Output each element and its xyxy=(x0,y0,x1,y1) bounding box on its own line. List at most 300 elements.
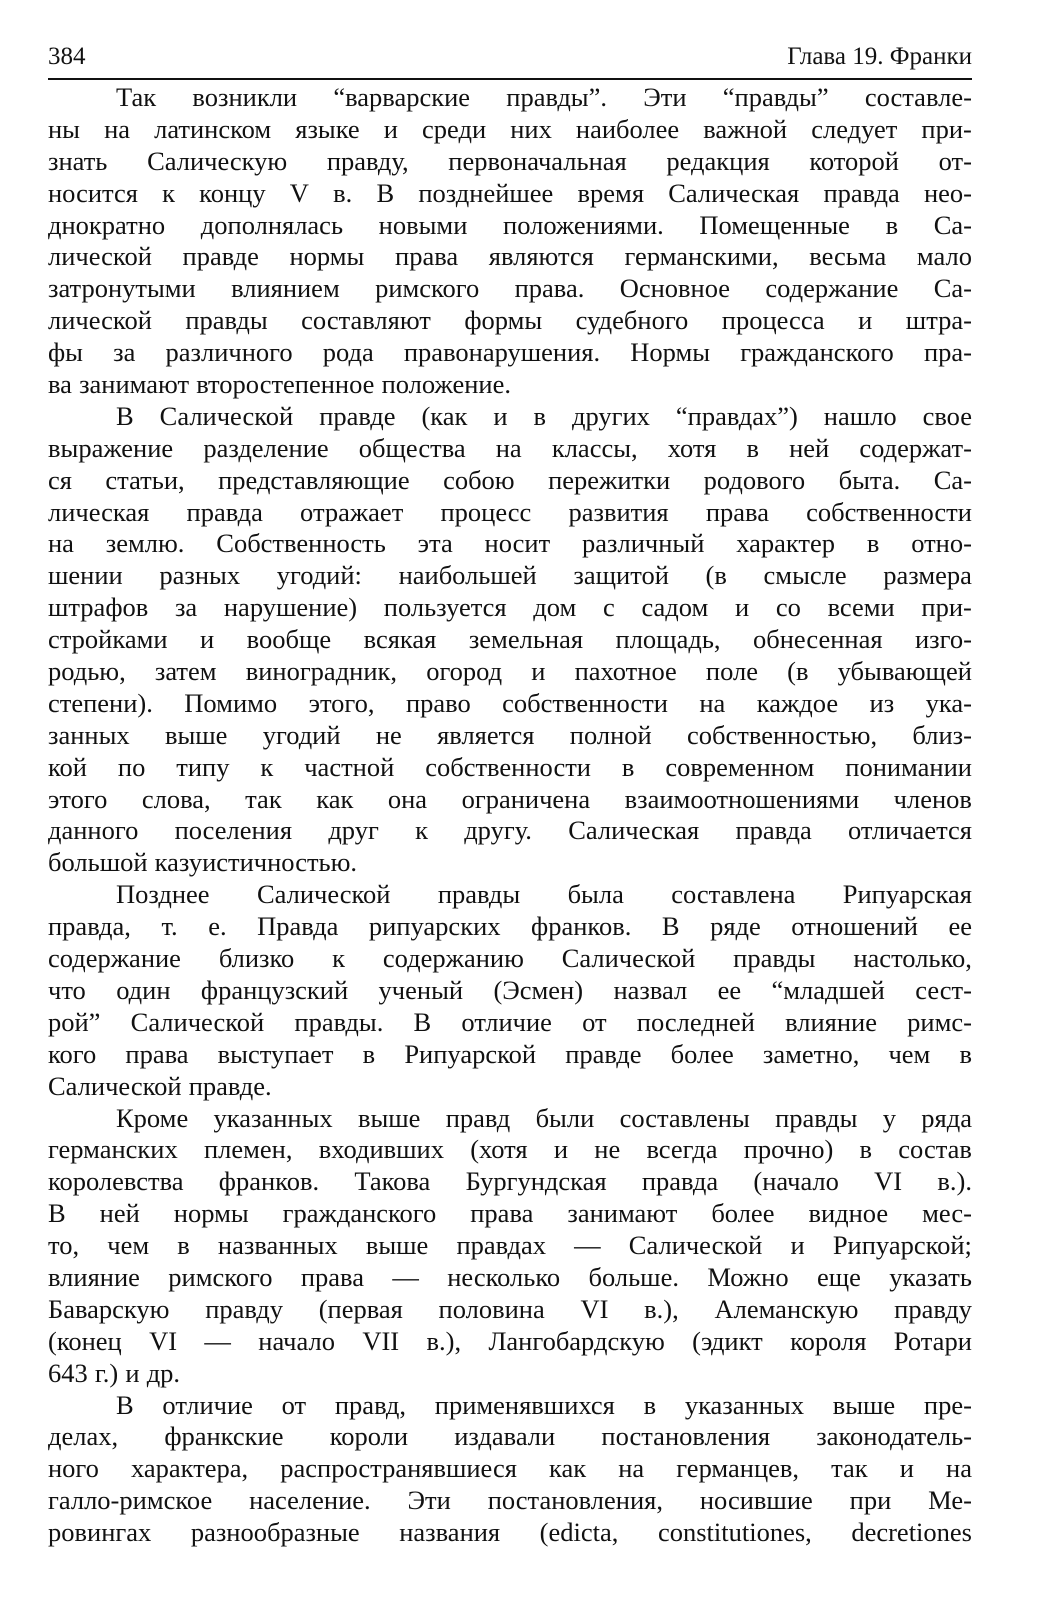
word: среди xyxy=(422,113,487,144)
word: короли xyxy=(329,1421,409,1452)
word: угодий: xyxy=(276,560,362,591)
word: правд xyxy=(445,1102,511,1133)
word: Ме- xyxy=(928,1485,972,1516)
word: видное xyxy=(808,1198,889,1229)
word: разнообразные xyxy=(190,1517,360,1548)
word: судебного xyxy=(575,305,689,336)
text-line xyxy=(48,146,972,178)
word: дом xyxy=(533,592,577,623)
word: правд, xyxy=(334,1389,407,1420)
word: в. xyxy=(333,177,353,208)
word: Позднее xyxy=(116,879,210,910)
word: к xyxy=(260,751,274,782)
word: выше xyxy=(357,1102,421,1133)
word: составлена xyxy=(671,879,796,910)
word: отличается xyxy=(848,815,972,846)
word: входивших xyxy=(318,1134,444,1165)
word: постановления xyxy=(601,1421,771,1452)
text-line xyxy=(48,1007,972,1039)
word: со xyxy=(775,592,801,623)
word: как xyxy=(316,783,354,814)
text-line xyxy=(48,1390,972,1422)
text-line xyxy=(48,114,972,146)
word: constitutiones, xyxy=(657,1517,812,1548)
text-line xyxy=(48,943,972,975)
word: т. xyxy=(161,911,178,942)
word: в xyxy=(859,1134,873,1165)
word: пережитки xyxy=(548,464,671,495)
word: так xyxy=(831,1453,868,1484)
word: знать xyxy=(48,145,108,176)
text-line xyxy=(48,1421,972,1453)
word: ученый xyxy=(378,974,464,1005)
word: Эти xyxy=(407,1485,451,1516)
word: Са- xyxy=(933,464,972,495)
word: типу xyxy=(176,751,230,782)
word: носит xyxy=(484,528,551,559)
word: Нормы xyxy=(630,337,711,368)
word: Салической xyxy=(561,943,696,974)
word: процесса xyxy=(721,305,825,336)
page-number: 384 xyxy=(48,43,86,70)
word: ряда xyxy=(921,1102,972,1133)
word: в xyxy=(746,432,759,463)
text-line xyxy=(48,1071,972,1103)
word: важной xyxy=(703,113,788,144)
word: франков. xyxy=(531,911,632,942)
word: ее xyxy=(717,974,742,1005)
word: лической xyxy=(48,241,152,272)
text-line xyxy=(48,1134,972,1166)
word: (в xyxy=(787,656,809,687)
text-line xyxy=(48,1230,972,1262)
word: VI xyxy=(580,1293,609,1324)
word: рой” xyxy=(48,1006,101,1037)
word: в xyxy=(533,400,547,431)
word: мало xyxy=(916,241,972,272)
word: площадь, xyxy=(615,624,721,655)
text-line xyxy=(48,752,972,784)
word: родью, xyxy=(48,656,126,687)
word: королевства xyxy=(48,1166,184,1197)
word: пахотное xyxy=(574,656,677,687)
word: содержание xyxy=(765,273,899,304)
word: и xyxy=(790,1230,805,1261)
word: указанных xyxy=(213,1102,333,1133)
word: В xyxy=(116,400,134,431)
word: за xyxy=(174,592,198,623)
word: франков. xyxy=(218,1166,320,1197)
word: (в xyxy=(705,560,727,591)
word: большой xyxy=(48,847,148,878)
word: гражданского xyxy=(282,1198,437,1229)
word: полной xyxy=(569,719,652,750)
word: указать xyxy=(889,1261,972,1292)
word: на xyxy=(495,432,522,463)
word: штра- xyxy=(905,305,972,336)
word: к xyxy=(415,815,428,846)
word: и xyxy=(200,624,215,655)
word: лическая xyxy=(48,496,150,527)
word: следует xyxy=(811,113,898,144)
word: обнесенная xyxy=(753,624,883,655)
word: состав xyxy=(898,1134,972,1165)
text-line xyxy=(48,720,972,752)
word: свое xyxy=(922,400,972,431)
word: В xyxy=(116,1389,134,1420)
word: права. xyxy=(514,273,585,304)
word: представляющие xyxy=(218,464,410,495)
word: нормы xyxy=(289,241,365,272)
word: (эдикт xyxy=(692,1325,763,1356)
word: собственности xyxy=(502,687,668,718)
word: кого xyxy=(48,1038,97,1069)
word: новыми xyxy=(378,209,468,240)
word: половина xyxy=(438,1293,545,1324)
word: этого xyxy=(48,783,108,814)
word: мес- xyxy=(922,1198,972,1229)
word: ее xyxy=(948,911,972,942)
text-line xyxy=(48,656,972,688)
word: классы, xyxy=(551,432,638,463)
word: влиянием xyxy=(231,273,340,304)
word: была xyxy=(567,879,624,910)
word: Салической xyxy=(628,1230,763,1261)
word: положениями. xyxy=(503,209,664,240)
word: В xyxy=(48,1198,66,1229)
text-line xyxy=(48,241,972,273)
word: 643 xyxy=(48,1357,88,1388)
word: издавали xyxy=(454,1421,556,1452)
word: отличие xyxy=(162,1389,253,1420)
word: Можно xyxy=(707,1261,789,1292)
word: при- xyxy=(921,113,972,144)
word: этого, xyxy=(308,687,375,718)
word: “правды” xyxy=(722,82,829,112)
word: выше xyxy=(164,719,228,750)
text-line xyxy=(48,815,972,847)
word: фы xyxy=(48,337,83,368)
word: правда xyxy=(823,177,900,208)
word: носится xyxy=(48,177,138,208)
text-line xyxy=(48,624,972,656)
word: в xyxy=(621,751,635,782)
word: в.), xyxy=(644,1293,679,1324)
word: правде xyxy=(182,241,259,272)
word: настолько, xyxy=(853,943,972,974)
word: (как xyxy=(421,400,468,431)
word: изго- xyxy=(914,624,972,655)
word: Рипуарской xyxy=(404,1038,537,1069)
word: наибольшей xyxy=(398,560,537,591)
word: являются xyxy=(488,241,594,272)
word: римс- xyxy=(907,1006,972,1037)
word: на xyxy=(48,528,74,559)
text-line xyxy=(48,528,972,560)
word: указанных xyxy=(684,1389,804,1420)
word: прочно) xyxy=(743,1134,834,1165)
text-line xyxy=(48,975,972,1007)
word: пользуется xyxy=(383,592,507,623)
word: них xyxy=(510,113,552,144)
word: которой xyxy=(809,145,899,176)
word: сест- xyxy=(915,974,972,1005)
word: права xyxy=(395,241,459,272)
word: Рипуарской; xyxy=(832,1230,972,1261)
running-head xyxy=(48,40,972,80)
word: рипуарских xyxy=(368,911,501,942)
word: эта xyxy=(417,528,453,559)
word: и xyxy=(858,305,873,336)
word: при xyxy=(849,1485,892,1516)
text-line xyxy=(48,784,972,816)
word: на xyxy=(104,113,131,144)
word: близко xyxy=(218,943,295,974)
word: ного xyxy=(48,1453,99,1484)
word: различный xyxy=(582,528,705,559)
word: ней xyxy=(99,1198,140,1229)
word: влияние xyxy=(48,1261,140,1292)
word: наиболее xyxy=(575,113,680,144)
word: статьи, xyxy=(105,464,185,495)
word: быта. xyxy=(838,464,901,495)
word: decretiones xyxy=(851,1517,972,1548)
word: является xyxy=(437,719,535,750)
word: (хотя xyxy=(470,1134,528,1165)
word: казуистичностью. xyxy=(154,847,358,878)
word: взаимоотношениями xyxy=(624,783,860,814)
word: из xyxy=(869,687,895,718)
text-line xyxy=(48,305,972,337)
word: В xyxy=(376,177,395,208)
word: составлены xyxy=(619,1102,750,1133)
word: Собственность xyxy=(216,528,386,559)
word: латинском xyxy=(154,113,272,144)
text-line xyxy=(48,82,972,114)
text-line xyxy=(48,337,972,369)
word: Так xyxy=(116,82,157,112)
word: Са- xyxy=(933,273,972,304)
word: в.). xyxy=(937,1166,972,1197)
word: поселения xyxy=(174,815,293,846)
text-line xyxy=(48,1039,972,1071)
word: формы xyxy=(464,305,543,336)
word: редакция xyxy=(666,145,770,176)
word: права xyxy=(125,1038,189,1069)
word: правду, xyxy=(326,145,409,176)
text-line xyxy=(48,433,972,465)
word: др. xyxy=(146,1357,181,1388)
word: за xyxy=(113,337,136,368)
word: отно- xyxy=(911,528,972,559)
word: в.), xyxy=(426,1325,462,1356)
word: то, xyxy=(48,1230,80,1261)
word: у xyxy=(882,1102,896,1133)
word: языке xyxy=(295,113,360,144)
word: как xyxy=(549,1453,587,1484)
word: один xyxy=(116,974,171,1005)
word: членов xyxy=(893,783,972,814)
word: — xyxy=(392,1261,419,1292)
word: постановления, xyxy=(487,1485,663,1516)
word: Салическая xyxy=(668,177,800,208)
word: больше. xyxy=(588,1261,679,1292)
word: ва xyxy=(48,369,72,400)
word: от xyxy=(582,1006,607,1037)
body-text xyxy=(48,82,972,1549)
word: разных xyxy=(159,560,241,591)
word: от xyxy=(281,1389,307,1420)
word: весьма xyxy=(809,241,887,272)
word: (edicta, xyxy=(539,1517,619,1548)
word: современном xyxy=(665,751,815,782)
word: что xyxy=(48,974,86,1005)
word: защитой xyxy=(573,560,669,591)
word: права xyxy=(705,496,769,527)
word: Бургундская xyxy=(465,1166,607,1197)
word: V xyxy=(289,177,309,208)
word: на xyxy=(946,1453,972,1484)
word: Алеманскую xyxy=(714,1293,859,1324)
word: гражданского xyxy=(740,337,894,368)
word: правду xyxy=(894,1293,972,1324)
word: и xyxy=(553,1134,569,1165)
word: население. xyxy=(249,1485,371,1516)
word: (первая xyxy=(318,1293,403,1324)
word: выше xyxy=(832,1389,896,1420)
word: права xyxy=(470,1198,534,1229)
word: по xyxy=(117,751,146,782)
word: в xyxy=(885,209,899,240)
word: частной xyxy=(304,751,395,782)
word: были xyxy=(535,1102,595,1133)
word: правдах xyxy=(456,1230,546,1261)
word: Рипуарская xyxy=(842,879,972,910)
word: затем xyxy=(154,656,217,687)
word: отличие xyxy=(461,1006,552,1037)
word: VI xyxy=(874,1166,903,1197)
word: занимают xyxy=(567,1198,678,1229)
word: отношений xyxy=(791,911,918,942)
text-line xyxy=(48,879,972,911)
word: так xyxy=(245,783,282,814)
word: другу. xyxy=(464,815,532,846)
word: и xyxy=(125,1357,140,1388)
word: Помимо xyxy=(184,687,278,718)
word: — xyxy=(574,1230,601,1261)
word: правда xyxy=(735,815,812,846)
word: г.) xyxy=(94,1357,119,1388)
word: в xyxy=(177,1230,190,1261)
word: отражает xyxy=(300,496,404,527)
text-line xyxy=(48,1294,972,1326)
word: Эти xyxy=(643,82,687,112)
word: и xyxy=(383,113,398,144)
word: в xyxy=(643,1389,657,1420)
word: кой xyxy=(48,751,87,782)
text-line xyxy=(48,592,972,624)
word: названия xyxy=(399,1517,501,1548)
word: — xyxy=(204,1325,231,1356)
word: Правда xyxy=(257,911,339,942)
word: ней xyxy=(789,432,830,463)
word: общества xyxy=(358,432,466,463)
word: правде. xyxy=(188,1070,272,1101)
word: других xyxy=(572,400,650,431)
text-line xyxy=(48,465,972,497)
word: позднейшее xyxy=(418,177,554,208)
word: права xyxy=(300,1261,364,1292)
word: распространявшиеся xyxy=(280,1453,517,1484)
word: Салическую xyxy=(147,145,288,176)
word: и xyxy=(734,592,750,623)
word: чем xyxy=(107,1230,150,1261)
word: различного xyxy=(165,337,293,368)
book-page xyxy=(48,40,972,1549)
word: ряде xyxy=(710,911,761,942)
word: всякая xyxy=(363,624,437,655)
word: собственностью, xyxy=(687,719,878,750)
word: (начало xyxy=(753,1166,839,1197)
text-line xyxy=(48,273,972,305)
word: Основное xyxy=(619,273,731,304)
word: к xyxy=(332,943,346,974)
word: племен, xyxy=(203,1134,293,1165)
text-line xyxy=(48,847,972,879)
word: “младшей xyxy=(771,974,885,1005)
word: собою xyxy=(443,464,515,495)
word: лической xyxy=(48,305,152,336)
word: штрафов xyxy=(48,592,149,623)
word: нашло xyxy=(823,400,897,431)
word: ограничена xyxy=(461,783,591,814)
word: она xyxy=(387,783,428,814)
word: земельная xyxy=(468,624,584,655)
word: виноградник, xyxy=(245,656,398,687)
word: римского xyxy=(375,273,480,304)
text-line xyxy=(48,1103,972,1135)
word: германскими, xyxy=(624,241,779,272)
word: Салической xyxy=(130,1006,265,1037)
word: днократно xyxy=(48,209,166,240)
text-line xyxy=(48,178,972,210)
word: Салической xyxy=(256,879,391,910)
word: убывающей xyxy=(837,656,972,687)
word: и xyxy=(493,400,508,431)
word: Кроме xyxy=(116,1102,189,1133)
word: шении xyxy=(48,560,123,591)
word: собственности xyxy=(806,496,972,527)
word: и xyxy=(899,1453,914,1484)
text-line xyxy=(48,1485,972,1517)
word: второстепенное xyxy=(196,369,375,400)
word: ны xyxy=(48,113,80,144)
word: правда xyxy=(186,496,263,527)
word: занных xyxy=(48,719,130,750)
word: в xyxy=(959,1038,972,1069)
word: нарушение) xyxy=(223,592,358,623)
word: в xyxy=(866,528,880,559)
word: более xyxy=(711,1198,775,1229)
word: возникли xyxy=(192,82,298,112)
word: Лангобардскую xyxy=(488,1325,665,1356)
text-line xyxy=(48,401,972,433)
word: правде xyxy=(319,400,396,431)
word: составле- xyxy=(864,82,972,112)
text-line xyxy=(48,911,972,943)
word: правды xyxy=(775,1102,858,1133)
word: поле xyxy=(705,656,758,687)
